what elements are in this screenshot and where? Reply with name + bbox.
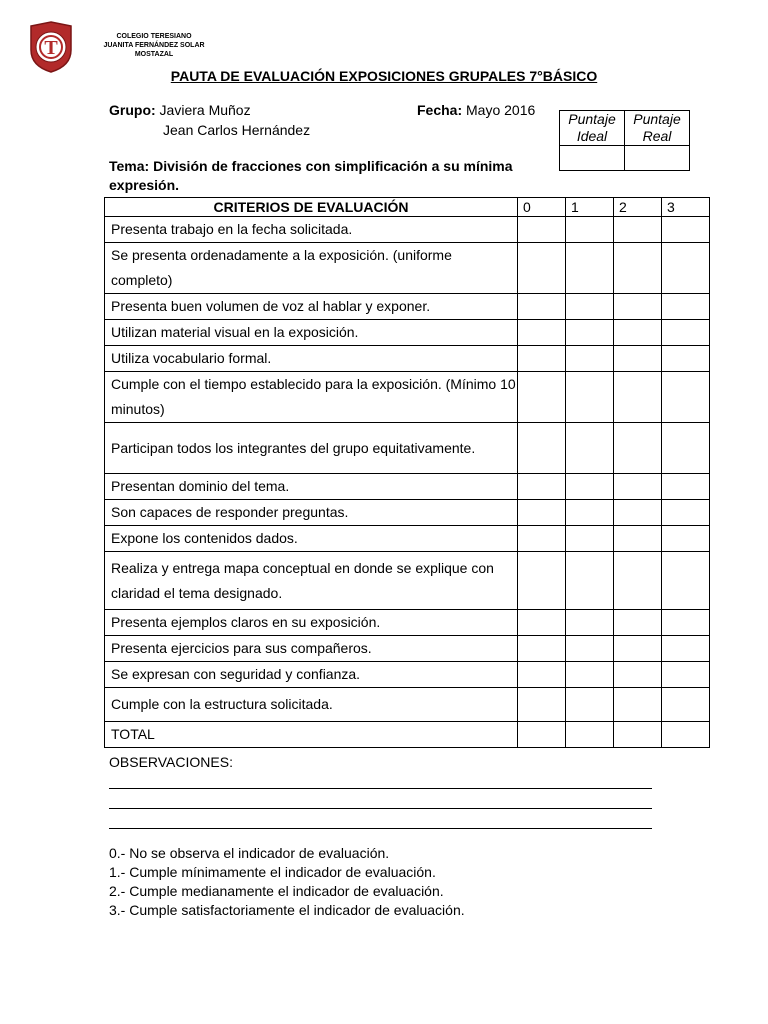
group-member-2: Jean Carlos Hernández bbox=[163, 122, 311, 138]
puntaje-ideal-line-2: Ideal bbox=[576, 128, 608, 144]
score-cell-2[interactable] bbox=[614, 526, 662, 552]
score-cell-2[interactable] bbox=[614, 372, 662, 423]
score-header-2: 2 bbox=[614, 198, 662, 217]
score-cell-0[interactable] bbox=[518, 552, 566, 610]
score-cell-2[interactable] bbox=[614, 636, 662, 662]
score-cell-0[interactable] bbox=[518, 636, 566, 662]
criteria-row bbox=[105, 474, 710, 500]
score-cell-1[interactable] bbox=[566, 294, 614, 320]
logo-letter: T bbox=[44, 37, 58, 59]
score-box bbox=[559, 110, 690, 171]
score-header-3: 3 bbox=[662, 198, 710, 217]
criteria-text: Presenta ejemplos claros en su exposición. bbox=[105, 610, 518, 636]
score-cell-3[interactable] bbox=[662, 474, 710, 500]
criteria-row bbox=[105, 320, 710, 346]
criteria-table bbox=[104, 197, 710, 748]
puntaje-real-line-1: Puntaje bbox=[633, 111, 681, 127]
puntaje-real-line-2: Real bbox=[642, 128, 672, 144]
score-cell-1[interactable] bbox=[566, 662, 614, 688]
group-member-1: Javiera Muñoz bbox=[159, 102, 251, 118]
criteria-row bbox=[105, 688, 710, 722]
score-cell-2[interactable] bbox=[614, 610, 662, 636]
score-cell-2[interactable] bbox=[614, 474, 662, 500]
score-cell-1[interactable] bbox=[566, 526, 614, 552]
score-cell-0[interactable] bbox=[518, 474, 566, 500]
puntaje-real-header bbox=[625, 111, 690, 146]
legend-item-3: 3.- Cumple satisfactoriamente el indicador de evaluación. bbox=[109, 902, 465, 918]
group-info bbox=[109, 100, 310, 140]
score-cell-2[interactable] bbox=[614, 294, 662, 320]
score-cell-3[interactable] bbox=[662, 552, 710, 610]
score-cell-2[interactable] bbox=[614, 688, 662, 722]
score-cell-0[interactable] bbox=[518, 722, 566, 748]
score-cell-1[interactable] bbox=[566, 243, 614, 294]
puntaje-ideal-cell[interactable] bbox=[560, 146, 625, 171]
score-cell-0[interactable] bbox=[518, 243, 566, 294]
criteria-header: CRITERIOS DE EVALUACIÓN bbox=[105, 198, 518, 217]
score-cell-0[interactable] bbox=[518, 372, 566, 423]
school-logo bbox=[28, 20, 74, 74]
criteria-text: Presenta trabajo en la fecha solicitada. bbox=[105, 217, 518, 243]
score-cell-2[interactable] bbox=[614, 552, 662, 610]
criteria-row bbox=[105, 500, 710, 526]
observaciones-line-1[interactable] bbox=[109, 788, 652, 789]
observaciones-label: OBSERVACIONES: bbox=[109, 754, 233, 770]
criteria-row bbox=[105, 243, 710, 294]
score-cell-3[interactable] bbox=[662, 423, 710, 474]
score-cell-0[interactable] bbox=[518, 500, 566, 526]
criteria-text: Participan todos los integrantes del grupo equitativamente. bbox=[105, 423, 518, 474]
puntaje-ideal-line-1: Puntaje bbox=[568, 111, 616, 127]
criteria-text: Se expresan con seguridad y confianza. bbox=[105, 662, 518, 688]
score-cell-3[interactable] bbox=[662, 294, 710, 320]
criteria-text: Presenta ejercicios para sus compañeros. bbox=[105, 636, 518, 662]
school-line-3: MOSTAZAL bbox=[134, 51, 174, 58]
score-cell-0[interactable] bbox=[518, 423, 566, 474]
criteria-text: Presentan dominio del tema. bbox=[105, 474, 518, 500]
criteria-row bbox=[105, 346, 710, 372]
score-cell-1[interactable] bbox=[566, 688, 614, 722]
criteria-text: Expone los contenidos dados. bbox=[105, 526, 518, 552]
criteria-text: Son capaces de responder preguntas. bbox=[105, 500, 518, 526]
score-cell-1[interactable] bbox=[566, 372, 614, 423]
score-cell-0[interactable] bbox=[518, 294, 566, 320]
score-cell-2[interactable] bbox=[614, 500, 662, 526]
score-cell-3[interactable] bbox=[662, 372, 710, 423]
criteria-text: Cumple con la estructura solicitada. bbox=[105, 688, 518, 722]
score-cell-3[interactable] bbox=[662, 346, 710, 372]
legend-item-0: 0.- No se observa el indicador de evaluación. bbox=[109, 845, 390, 861]
score-cell-1[interactable] bbox=[566, 500, 614, 526]
criteria-row bbox=[105, 610, 710, 636]
score-cell-3[interactable] bbox=[662, 243, 710, 294]
criteria-text: TOTAL bbox=[105, 722, 518, 748]
score-legend bbox=[109, 844, 465, 920]
criteria-row bbox=[105, 552, 710, 610]
score-cell-3[interactable] bbox=[662, 500, 710, 526]
score-cell-0[interactable] bbox=[518, 688, 566, 722]
tema-value: División de fracciones con simplificación a su mínima expresión. bbox=[109, 158, 513, 193]
score-cell-3[interactable] bbox=[662, 320, 710, 346]
score-cell-1[interactable] bbox=[566, 217, 614, 243]
score-cell-3[interactable] bbox=[662, 688, 710, 722]
criteria-row bbox=[105, 636, 710, 662]
score-cell-2[interactable] bbox=[614, 346, 662, 372]
score-cell-3[interactable] bbox=[662, 526, 710, 552]
fecha-value: Mayo 2016 bbox=[466, 102, 536, 118]
score-cell-0[interactable] bbox=[518, 217, 566, 243]
score-header-0: 0 bbox=[518, 198, 566, 217]
tema-label: Tema: bbox=[109, 158, 150, 174]
topic bbox=[109, 157, 529, 195]
legend-item-2: 2.- Cumple medianamente el indicador de evaluación. bbox=[109, 883, 444, 899]
score-header-1: 1 bbox=[566, 198, 614, 217]
score-cell-2[interactable] bbox=[614, 722, 662, 748]
criteria-text: Realiza y entrega mapa conceptual en donde se explique con claridad el tema designado. bbox=[105, 552, 518, 610]
score-cell-1[interactable] bbox=[566, 722, 614, 748]
criteria-row bbox=[105, 662, 710, 688]
school-line-2: JUANITA FERNÁNDEZ SOLAR bbox=[103, 42, 205, 49]
score-cell-0[interactable] bbox=[518, 662, 566, 688]
score-cell-3[interactable] bbox=[662, 636, 710, 662]
puntaje-real-cell[interactable] bbox=[625, 146, 690, 171]
criteria-row bbox=[105, 372, 710, 423]
criteria-text: Utilizan material visual en la exposición. bbox=[105, 320, 518, 346]
criteria-table-body bbox=[105, 198, 710, 748]
score-cell-0[interactable] bbox=[518, 526, 566, 552]
score-cell-0[interactable] bbox=[518, 346, 566, 372]
criteria-row bbox=[105, 423, 710, 474]
score-cell-0[interactable] bbox=[518, 320, 566, 346]
score-cell-3[interactable] bbox=[662, 610, 710, 636]
score-cell-3[interactable] bbox=[662, 662, 710, 688]
criteria-row bbox=[105, 217, 710, 243]
score-cell-2[interactable] bbox=[614, 243, 662, 294]
score-cell-3[interactable] bbox=[662, 217, 710, 243]
legend-item-1: 1.- Cumple mínimamente el indicador de evaluación. bbox=[109, 864, 436, 880]
score-cell-1[interactable] bbox=[566, 610, 614, 636]
score-cell-1[interactable] bbox=[566, 423, 614, 474]
criteria-row bbox=[105, 294, 710, 320]
puntaje-ideal-header bbox=[560, 111, 625, 146]
criteria-row bbox=[105, 526, 710, 552]
score-cell-1[interactable] bbox=[566, 636, 614, 662]
score-cell-2[interactable] bbox=[614, 320, 662, 346]
score-cell-2[interactable] bbox=[614, 423, 662, 474]
date-info bbox=[417, 100, 535, 120]
criteria-header-row bbox=[105, 198, 710, 217]
observaciones-line-3[interactable] bbox=[109, 828, 652, 829]
observaciones-line-2[interactable] bbox=[109, 808, 652, 809]
score-cell-1[interactable] bbox=[566, 320, 614, 346]
criteria-text: Cumple con el tiempo establecido para la exposición. (Mínimo 10 minutos) bbox=[105, 372, 518, 423]
grupo-label: Grupo: bbox=[109, 102, 156, 118]
score-cell-3[interactable] bbox=[662, 722, 710, 748]
criteria-row bbox=[105, 722, 710, 748]
criteria-text: Presenta buen volumen de voz al hablar y exponer. bbox=[105, 294, 518, 320]
score-cell-0[interactable] bbox=[518, 610, 566, 636]
score-cell-1[interactable] bbox=[566, 346, 614, 372]
school-name bbox=[84, 32, 224, 59]
score-cell-1[interactable] bbox=[566, 552, 614, 610]
score-cell-2[interactable] bbox=[614, 217, 662, 243]
score-cell-2[interactable] bbox=[614, 662, 662, 688]
criteria-text: Se presenta ordenadamente a la exposición. (uniforme completo) bbox=[105, 243, 518, 294]
fecha-label: Fecha: bbox=[417, 102, 463, 118]
document-title: PAUTA DE EVALUACIÓN EXPOSICIONES GRUPALES 7°BÁSICO bbox=[170, 68, 598, 84]
criteria-text: Utiliza vocabulario formal. bbox=[105, 346, 518, 372]
score-cell-1[interactable] bbox=[566, 474, 614, 500]
school-line-1: COLEGIO TERESIANO bbox=[116, 33, 192, 40]
